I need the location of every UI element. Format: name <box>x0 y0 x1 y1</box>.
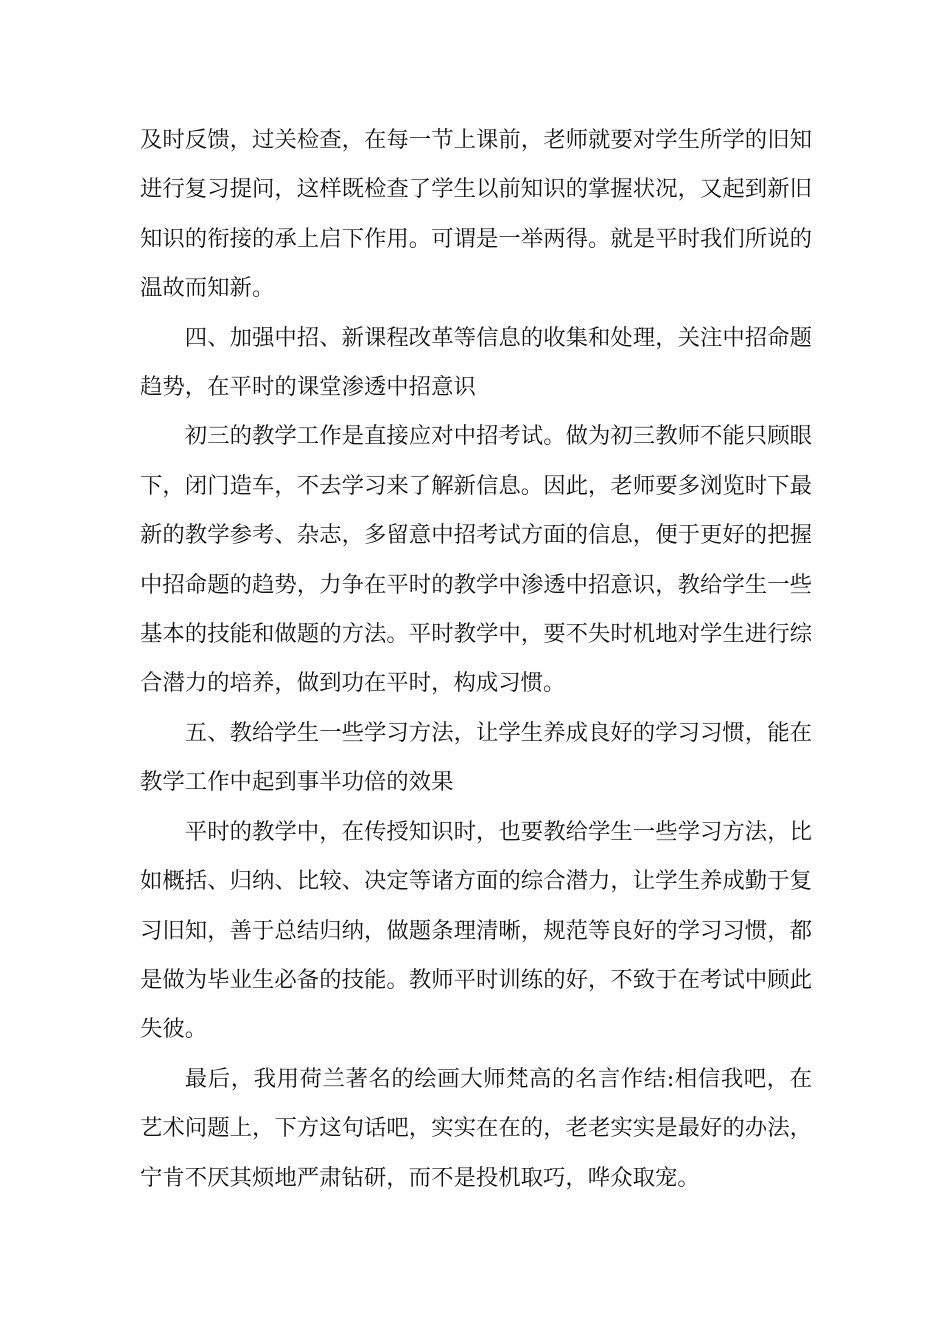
paragraph-study-methods: 平时的教学中，在传授知识时，也要教给学生一些学习方法，比如概括、归纳、比较、决定等诸方面的综合潜力，让学生养成勤于复习旧知，善于总结归纳，做题条理清晰，规范等良好的学习习惯，都是做为毕业生必备的技能。教师平时训练的好，不致于在考试中顾此失彼。 <box>140 818 812 1043</box>
paragraph-conclusion-quote: 最后，我用荷兰著名的绘画大师梵高的名言作结:相信我吧，在艺术问题上，下方这句话吧，实实在在的，老老实实是最好的办法，宁肯不厌其烦地严肃钻研，而不是投机取巧，哗众取宠。 <box>140 1065 812 1191</box>
paragraph-exam-awareness: 初三的教学工作是直接应对中招考试。做为初三教师不能只顾眼下，闭门造车，不去学习来了解新信息。因此，老师要多浏览时下最新的教学参考、杂志，多留意中招考试方面的信息，便于更好的把握中招命题的趋势，力争在平时的教学中渗透中招意识，教给学生一些基本的技能和做题的方法。平时教学中，要不失时机地对学生进行综合潜力的培养，做到功在平时，构成习惯。 <box>140 423 812 697</box>
document-body <box>140 116 812 1203</box>
heading-section-four: 四、加强中招、新课程改革等信息的收集和处理，关注中招命题趋势，在平时的课堂渗透中招意识 <box>140 324 812 401</box>
heading-section-five: 五、教给学生一些学习方法，让学生养成良好的学习习惯，能在教学工作中起到事半功倍的效果 <box>140 719 812 796</box>
paragraph-review-feedback: 及时反馈，过关检查，在每一节上课前，老师就要对学生所学的旧知进行复习提问，这样既检查了学生以前知识的掌握状况，又起到新旧知识的衔接的承上启下作用。可谓是一举两得。就是平时我们所说的温故而知新。 <box>140 127 812 302</box>
